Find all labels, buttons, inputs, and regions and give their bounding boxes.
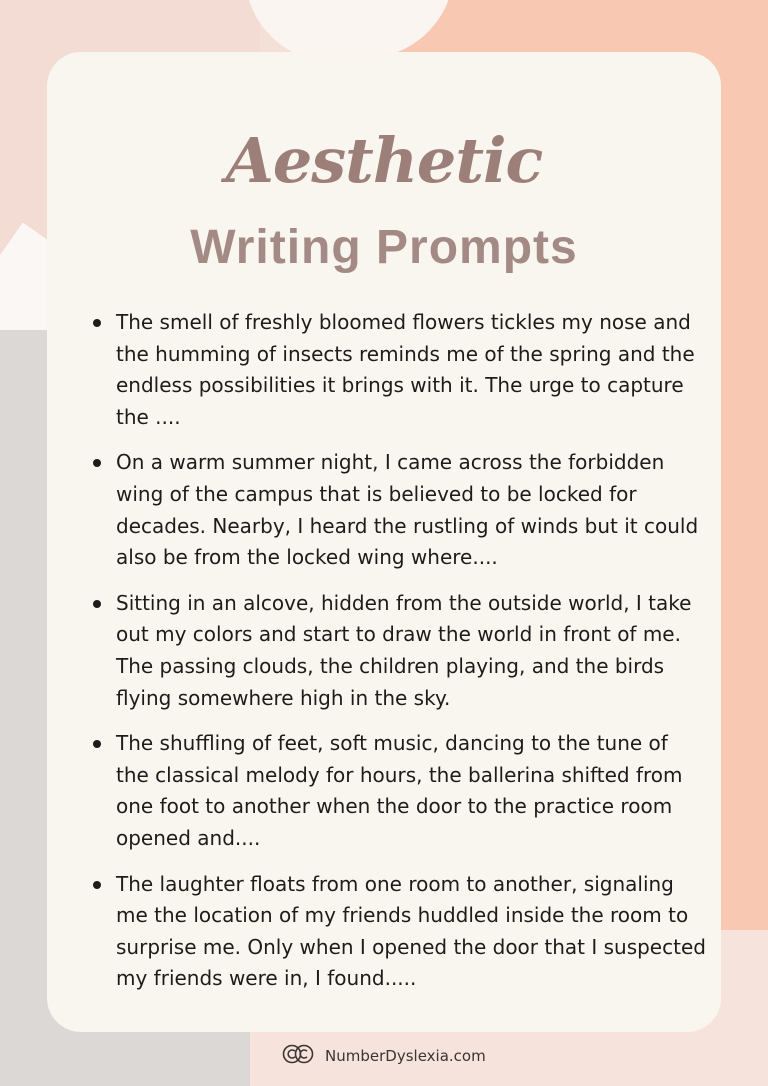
list-item	[116, 588, 706, 714]
page-title: Aesthetic	[225, 124, 543, 197]
page-subtitle: Writing Prompts	[190, 221, 578, 274]
bullet-icon	[93, 319, 101, 327]
prompt-text: The shuffling of feet, soft music, dancing to the tune of the classical melody for hours, the ballerina shifted from one foot to another when the door to the practice room opened and....	[116, 731, 683, 850]
bullet-icon	[93, 740, 101, 748]
creative-commons-icon	[282, 1044, 316, 1068]
list-item	[116, 447, 706, 573]
prompt-text: On a warm summer night, I came across the forbidden wing of the campus that is believed to be locked for decades. Nearby, I heard the rustling of winds but it could also be from the locked wing where....	[116, 450, 699, 570]
footer	[0, 1044, 768, 1068]
prompt-list	[116, 307, 706, 1009]
prompt-text: The laughter floats from one room to another, signaling me the location of my friends huddled inside the room to surprise me. Only when I opened the door that I suspected my friends were in, I found.....	[116, 871, 706, 991]
bullet-icon	[93, 459, 101, 467]
prompt-text: The smell of freshly bloomed flowers tickles my nose and the humming of insects reminds me of the spring and the endless possibilities it brings with it. The urge to capture the ....	[116, 310, 695, 429]
list-item	[116, 869, 706, 995]
footer-site-link[interactable]: NumberDyslexia.com	[325, 1047, 486, 1065]
list-item	[116, 728, 706, 854]
bullet-icon	[93, 881, 101, 889]
prompt-text: Sitting in an alcove, hidden from the outside world, I take out my colors and start to draw the world in front of me. The passing clouds, the children playing, and the birds flying somewhere high in the sky.	[116, 590, 692, 710]
prompt-card	[47, 52, 721, 1032]
bullet-icon	[93, 600, 101, 608]
list-item	[116, 307, 706, 433]
